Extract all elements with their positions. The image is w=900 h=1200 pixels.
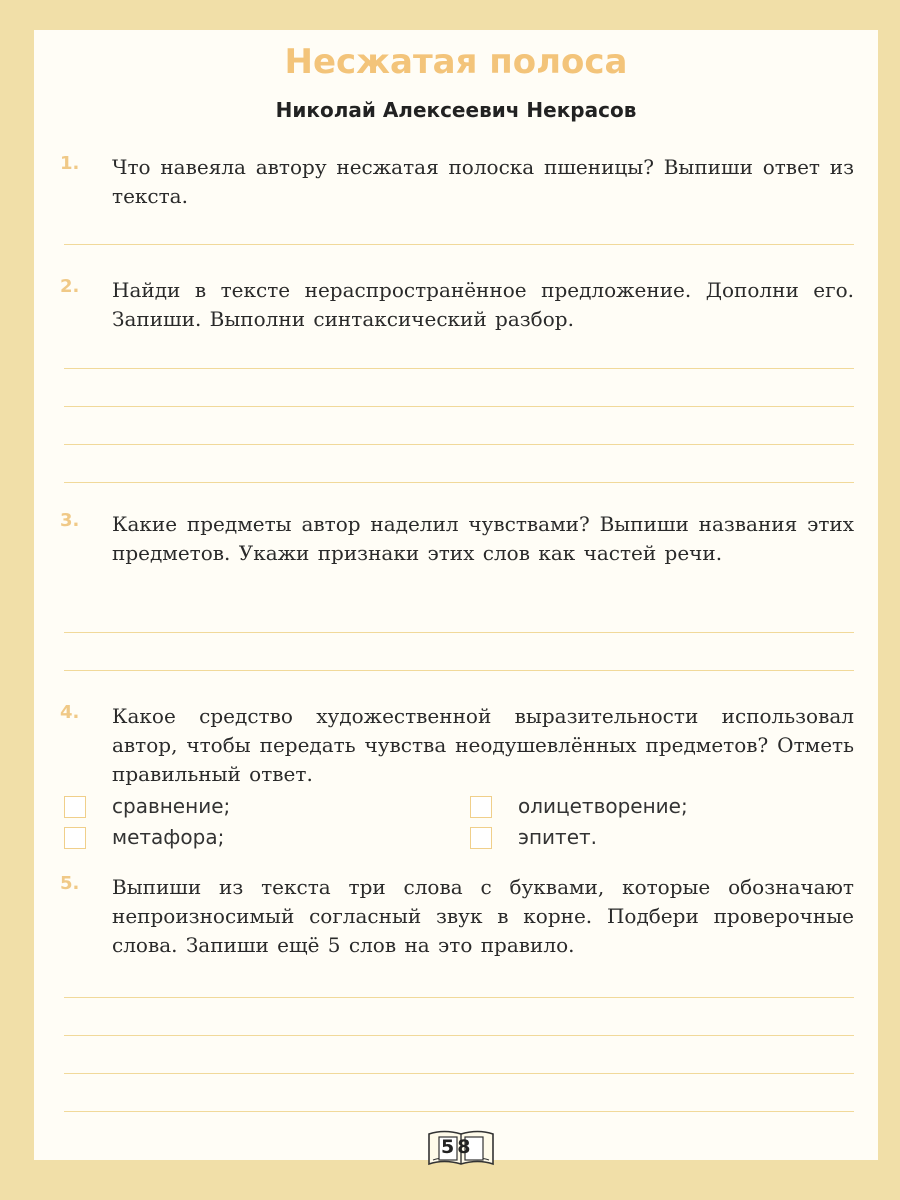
question-text: Найди в тексте нераспространённое предложение. Дополни его. Запиши. Выполни синтаксический разбор. [112,278,854,331]
answer-line[interactable] [64,670,854,671]
question-text: Какое средство художественной выразительности использовал автор, чтобы передать чувства неодушевлённых предметов? Отметь правильный ответ. [112,704,854,786]
question-5 [60,873,854,960]
answer-line[interactable] [64,1111,854,1112]
question-1 [60,153,854,211]
question-number: 1. [60,153,80,174]
author-name: Николай Алексеевич Некрасов [275,98,637,122]
page-number-badge [426,1128,496,1168]
answer-line[interactable] [64,368,854,369]
answer-line[interactable] [64,632,854,633]
option-epithet: эпитет. [518,825,598,849]
checkbox-metaphor[interactable] [64,827,86,849]
question-text: Какие предметы автор наделил чувствами? Выпиши названия этих предметов. Укажи признаки этих слов как частей речи. [112,512,854,565]
question-2 [60,276,854,334]
answer-line[interactable] [64,1073,854,1074]
question-number: 5. [60,873,80,894]
question-4 [60,702,854,789]
question-text: Выпиши из текста три слова с буквами, которые обозначают непроизносимый согласный звук в корне. Подбери проверочные слова. Запиши ещё 5 слов на это правило. [112,875,854,957]
option-personification: олицетворение; [518,794,688,818]
page-number: 58 [441,1136,474,1158]
checkbox-comparison[interactable] [64,796,86,818]
option-metaphor: метафора; [112,825,225,849]
answer-line[interactable] [64,406,854,407]
question-number: 2. [60,276,80,297]
question-number: 4. [60,702,80,723]
question-text: Что навеяла автору несжатая полоска пшеницы? Выпиши ответ из текста. [112,155,854,208]
question-number: 3. [60,510,80,531]
page-title: Несжатая полоса [284,42,628,82]
answer-line[interactable] [64,482,854,483]
checkbox-epithet[interactable] [470,827,492,849]
option-comparison: сравнение; [112,794,231,818]
answer-line[interactable] [64,997,854,998]
checkbox-personification[interactable] [470,796,492,818]
workbook-page [34,30,878,1160]
answer-line[interactable] [64,244,854,245]
answer-line[interactable] [64,444,854,445]
question-3 [60,510,854,568]
answer-line[interactable] [64,1035,854,1036]
